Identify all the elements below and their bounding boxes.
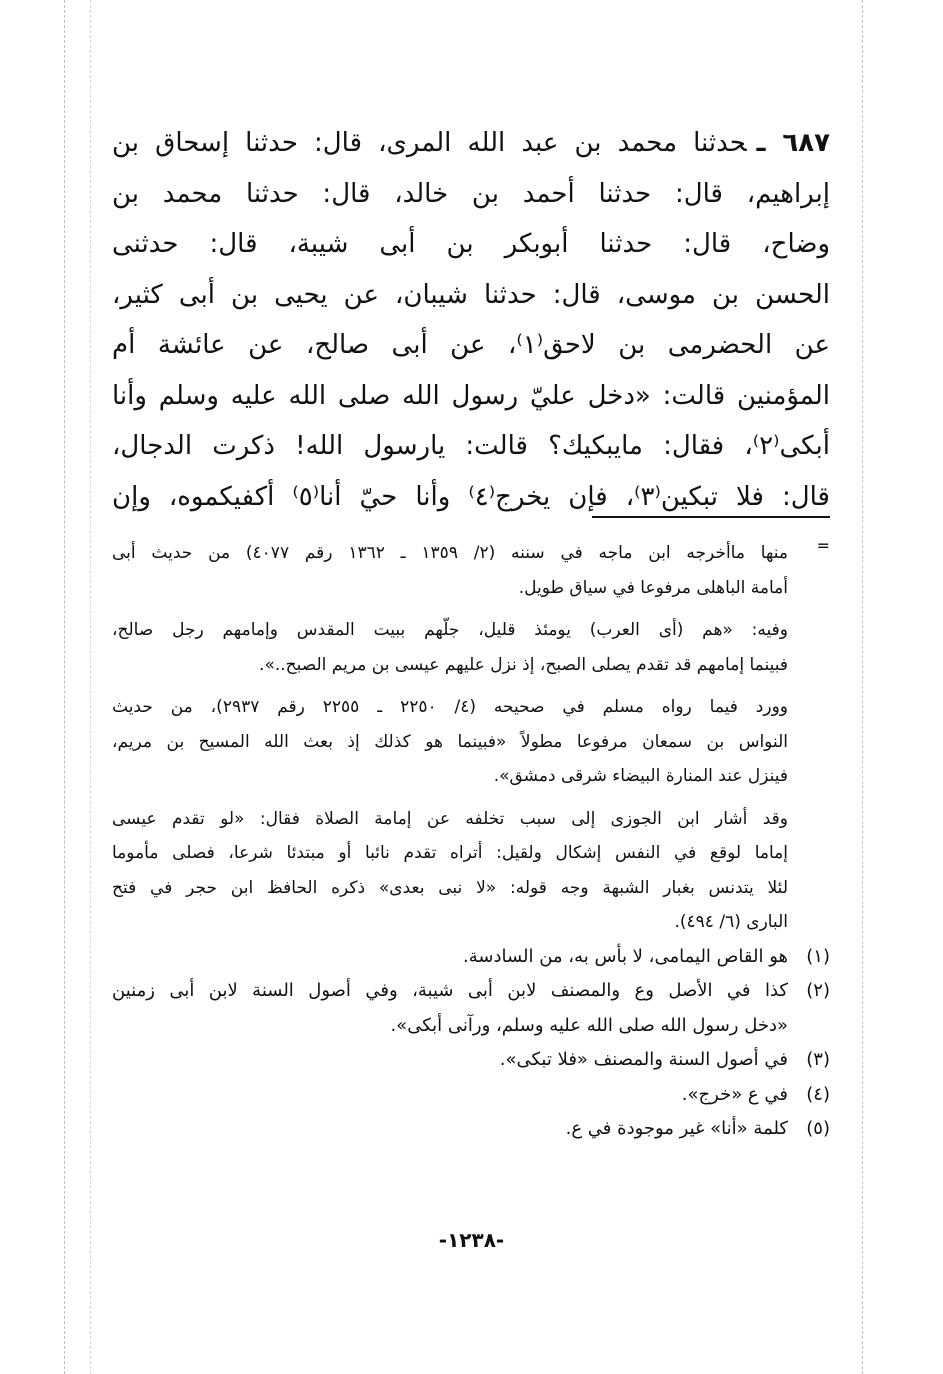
hadith-line: الحسن بن موسى، قال: حدثنا شيبان، عن يحيى بن أبى كثير،	[112, 279, 830, 310]
note-line: لئلا يتدنس بغبار الشبهة وجه قوله: «لا نبى بعدى» ذكره الحافظ ابن حجر في فتح	[112, 877, 788, 898]
continued-note	[112, 536, 830, 940]
note-line: فبينما إمامهم قد تقدم يصلى الصبح، إذ نزل عليهم عيسى بن مريم الصبح..».	[259, 654, 788, 675]
note-line: البارى (٦/ ٤٩٤).	[674, 912, 788, 932]
hadith-line: قال: فلا تبكين⁽٣⁾، فإن يخرج⁽٤⁾ وأنا حيّ أنا⁽٥⁾ أكفيكموه، وإن	[112, 481, 830, 512]
footnote-text: في ع «خرج».	[681, 1083, 788, 1105]
footnote-number: (٢)	[806, 980, 830, 1001]
hadith-line: أبكى⁽٢⁾، فقال: مايبكيك؟ قالت: يارسول الله! ذكرت الدجال،	[112, 431, 830, 461]
note-line: النواس بن سمعان مرفوعا مطولاً «فبينما هو كذلك إذ بعث الله المسيح بن مريم،	[112, 731, 788, 752]
note-line: وورد فيما رواه مسلم في صحيحه (٤/ ٢٢٥٠ ـ ٢٢٥٥ رقم ٢٩٣٧)، من حديث	[112, 697, 788, 717]
hadith-line	[112, 118, 830, 169]
scan-edge-left-inner	[90, 0, 91, 1374]
hadith-line: المؤمنين قالت: «دخل عليّ رسول الله صلى الله عليه وسلم وأنا	[112, 380, 830, 411]
continued-note-body	[112, 536, 788, 940]
note-line: إماما لوقع في النفس إشكال ولقيل: أتراه تقدم نائبا أو مبتدئا شرعا، فصلى مأموما	[112, 843, 788, 863]
footnote-number: (٤)	[806, 1083, 830, 1105]
footnote-number: (١)	[806, 945, 830, 967]
footnote-text: كلمة «أنا» غير موجودة في ع.	[565, 1118, 788, 1139]
note-line: وقد أشار ابن الجوزى إلى سبب تخلفه عن إمامة الصلاة فقال: «لو تقدم عيسى	[112, 808, 788, 829]
note-line: منها ماأخرجه ابن ماجه في سننه (٢/ ١٣٥٩ ـ ١٣٦٢ رقم ٤٠٧٧) من حديث أبى	[112, 543, 789, 563]
footnote-5	[112, 1112, 830, 1147]
footnote-text: في أصول السنة والمصنف «فلا تبكى».	[499, 1049, 788, 1070]
scan-edge-left	[64, 0, 65, 1374]
hadith-number: ٦٨٧ ـ	[756, 128, 830, 158]
hadith-line: وضاح، قال: حدثنا أبوبكر بن أبى شيبة، قال: حدثنى	[112, 229, 830, 259]
footnote-text: هو القاص اليمامى، لا بأس به، من السادسة.	[463, 945, 788, 967]
footnote-separator	[592, 516, 830, 518]
hadith-line-text: حدثنا محمد بن عبد الله المرى، قال: حدثنا إسحاق بن	[112, 128, 747, 158]
note-line: فينزل عند المنارة البيضاء شرقى دمشق».	[493, 766, 788, 786]
note-line: وفيه: «هم (أى العرب) يومئذ قليل، جلّهم ببيت المقدس وإمامهم رجل صالح،	[112, 620, 788, 640]
footnotes-area	[112, 536, 830, 1147]
continuation-marker: =	[816, 536, 830, 555]
hadith-line: إبراهيم، قال: حدثنا أحمد بن خالد، قال: حدثنا محمد بن	[112, 178, 830, 209]
footnote-number: (٣)	[806, 1049, 830, 1070]
page-number: -١٢٣٨-	[438, 1228, 505, 1252]
footnote-1	[112, 940, 830, 975]
hadith-text	[112, 118, 830, 522]
footnote-text: «دخل رسول الله صلى الله عليه وسلم، ورآنى أبكى».	[390, 1014, 788, 1036]
footnote-3	[112, 1043, 830, 1078]
footnote-2	[112, 974, 830, 1043]
footnote-text: كذا في الأصل وع والمصنف لابن أبى شيبة، وفي أصول السنة لابن أبى زمنين	[112, 980, 788, 1001]
hadith-line: عن الحضرمى بن لاحق⁽١⁾، عن أبى صالح، عن عائشة أم	[112, 330, 830, 360]
footnote-number: (٥)	[806, 1118, 830, 1139]
note-line: أمامة الباهلى مرفوعا في سياق طويل.	[518, 577, 788, 598]
footnote-4	[112, 1078, 830, 1113]
scan-edge-right	[862, 0, 863, 1374]
